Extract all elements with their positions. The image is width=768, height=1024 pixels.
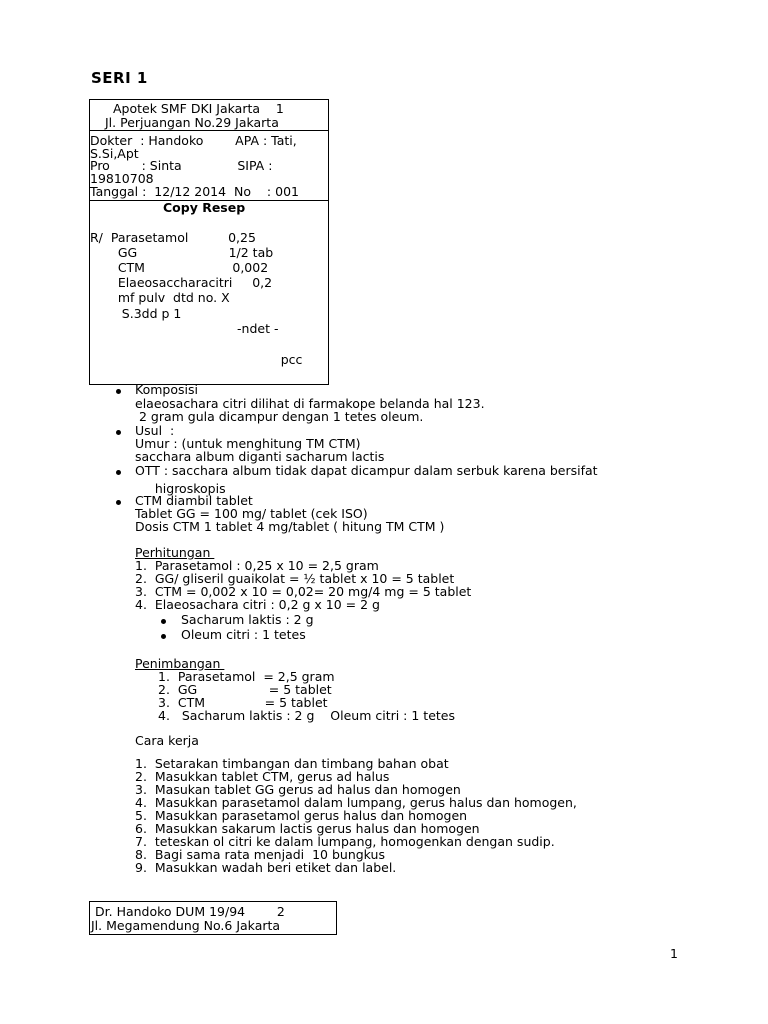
list-item: 2. GG/ gliseril guaikolat = ½ tablet x 10 = 5 tablet (135, 571, 455, 586)
bullet-label: OTT : sacchara album tidak dapat dicampur dalam serbuk karena bersifat (135, 463, 598, 478)
rx-line: CTM 0,002 (90, 260, 269, 275)
bullet-text: saccharа album diganti sacharum lactis (135, 449, 385, 464)
rx-line: S.3dd p 1 (90, 306, 182, 321)
list-item: 5. Masukkan parasetamol gerus halus dan homogen (135, 808, 468, 823)
list-item: 4. Sacharum laktis : 2 g Oleum citri : 1 tetes (158, 708, 455, 723)
document-title: SERI 1 (91, 69, 148, 87)
copy-resep-heading: Copy Resep (163, 200, 246, 215)
info-line: Tanggal : 12/12 2014 No : 001 (90, 184, 299, 199)
bullet-label: CTM diambil tablet (135, 493, 253, 508)
list-item: 9. Masukkan wadah beri etiket dan label. (135, 860, 397, 875)
cara-kerja-heading: Cara kerja (135, 733, 199, 748)
sub-item: Sacharum laktis : 2 g (181, 612, 314, 627)
list-item: 4. Masukkan parasetamol dalam lumpang, gerus halus dan homogen, (135, 795, 577, 810)
bullet-text: elaeosachara citri dilihat di farmakope belanda hal 123. (135, 396, 485, 411)
bullet-icon (116, 500, 121, 505)
bullet-icon (116, 430, 121, 435)
list-item: 3. CTM = 5 tablet (158, 695, 328, 710)
page-number: 1 (670, 946, 678, 961)
list-item: 1. Parasetamol = 2,5 gram (158, 669, 335, 684)
penimbangan-heading: Penimbangan (135, 656, 225, 671)
rx-line: Elaeosaccharacitri 0,2 (90, 275, 273, 290)
list-item: 3. Masukan tablet GG gerus ad halus dan homogen (135, 782, 461, 797)
bullet-text: 2 gram gula dicampur dengan 1 tetes oleum. (135, 409, 424, 424)
bullet-icon (116, 470, 121, 475)
list-item: 2. Masukkan tablet CTM, gerus ad halus (135, 769, 390, 784)
pharmacy-address: Jl. Perjuangan No.29 Jakarta (105, 115, 279, 130)
info-line: Pro : Sinta SIPA : (90, 158, 273, 173)
list-item: 1. Parasetamol : 0,25 x 10 = 2,5 gram (135, 558, 379, 573)
list-item: 6. Masukkan sakarum lactis gerus halus dan homogen (135, 821, 480, 836)
bullet-text: Umur : (untuk menghitung TM CTM) (135, 436, 361, 451)
list-item: 8. Bagi sama rata menjadi 10 bungkus (135, 847, 385, 862)
bullet-text: Tablet GG = 100 mg/ tablet (cek ISO) (135, 506, 368, 521)
rx-line: mf pulv dtd no. X (90, 290, 230, 305)
rx-line: -ndet - (90, 321, 279, 336)
bullet-text: higroskopis (135, 481, 226, 496)
bullet-text: Dosis CTM 1 tablet 4 mg/tablet ( hitung TM CTM ) (135, 519, 445, 534)
bullet-icon (116, 389, 121, 394)
sub-item: Oleum citri : 1 tetes (181, 627, 306, 642)
info-line: 19810708 (90, 171, 154, 186)
perhitungan-heading: Perhitungan (135, 545, 215, 560)
rx-line: GG 1/2 tab (90, 245, 274, 260)
list-item: 7. teteskan ol citri ke dalam lumpang, homogenkan dengan sudip. (135, 834, 555, 849)
header-divider (89, 130, 329, 131)
bullet-icon (161, 634, 166, 639)
info-line: S.Si,Apt (90, 146, 139, 161)
pharmacy-name: Apotek SMF DKI Jakarta 1 (113, 101, 284, 116)
doctor-address: Jl. Megamendung No.6 Jakarta (91, 918, 281, 933)
list-item: 2. GG = 5 tablet (158, 682, 332, 697)
bullet-label: Usul : (135, 423, 175, 438)
bullet-icon (161, 619, 166, 624)
bullet-label: Komposisi (135, 382, 198, 397)
rx-line: pcc (90, 352, 303, 367)
list-item: 1. Setarakan timbangan dan timbang bahan obat (135, 756, 449, 771)
rx-line: R/ Parasetamol 0,25 (90, 230, 256, 245)
doctor-name: Dr. Handoko DUM 19/94 2 (95, 904, 285, 919)
list-item: 3. CTM = 0,002 x 10 = 0,02= 20 mg/4 mg = 5 tablet (135, 584, 472, 599)
list-item: 4. Elaeosachara citri : 0,2 g x 10 = 2 g (135, 597, 380, 612)
info-line: Dokter : Handoko APA : Tati, (90, 133, 297, 148)
